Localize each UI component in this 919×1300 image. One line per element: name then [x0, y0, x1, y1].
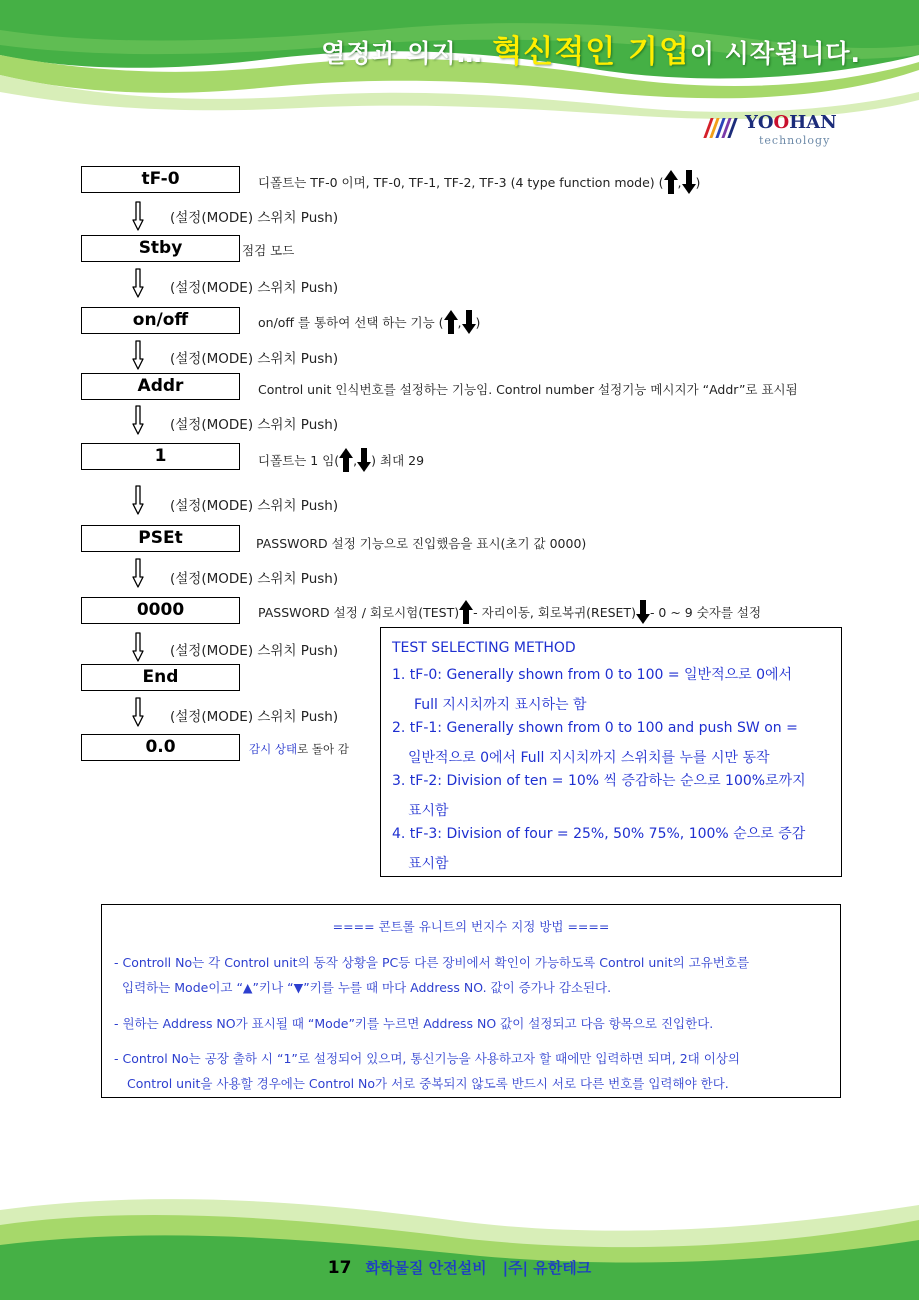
step-box-00: 0.0 [81, 734, 240, 761]
method-item-cont: 표시함 [408, 856, 449, 872]
push-label: (설정(MODE) 스위치 Push) [170, 643, 339, 659]
method-item: 2. tF-1: Generally shown from 0 to 100 and push SW on = [392, 720, 798, 736]
slogan-text-end: 이 시작됩니다. [689, 39, 861, 68]
step-box-end: End [81, 664, 240, 691]
arrow-up-icon [444, 310, 458, 334]
step-box-onoff: on/off [81, 307, 240, 334]
arrow-down-icon [462, 310, 476, 334]
info-line: - 원하는 Address NO가 표시될 때 “Mode”키를 누르면 Address NO 값이 설정되고 다음 항목으로 진입한다. [114, 1016, 714, 1031]
logo-subtitle: technology [759, 134, 831, 147]
info-line: 입력하는 Mode이고 “▲”키나 “▼”키를 누를 때 마다 Address NO. 값이 증가나 감소된다. [122, 980, 612, 995]
flow-down-arrow-icon [131, 697, 145, 727]
logo-word: YOOHAN [745, 112, 837, 133]
step-desc-pset: PASSWORD 설정 기능으로 진입했음을 표시(초기 값 0000) [256, 536, 587, 551]
method-item-cont: 일반적으로 0에서 Full 지시치까지 스위치를 누를 시만 동작 [408, 750, 770, 766]
footer-company: 화학물질 안전설비 [365, 1259, 487, 1277]
push-label: (설정(MODE) 스위치 Push) [170, 417, 339, 433]
test-method-box [380, 627, 842, 877]
info-line: Control unit을 사용할 경우에는 Control No가 서로 중복되지 않도록 반드시 서로 다른 번호를 입력해야 한다. [127, 1076, 729, 1091]
arrow-down-icon [682, 170, 696, 194]
flow-down-arrow-icon [131, 405, 145, 435]
step-box-addr: Addr [81, 373, 240, 400]
method-item-cont: Full 지시치까지 표시하는 함 [414, 697, 587, 713]
step-box-stby: Stby [81, 235, 240, 262]
logo-bars-icon [707, 118, 737, 142]
flow-down-arrow-icon [131, 632, 145, 662]
step-desc-0000: PASSWORD 설정 / 회로시험(TEST) - 자리이동, 회로복귀(RESET) - 0 ~ 9 숫자를 설정 [258, 600, 761, 624]
push-label: (설정(MODE) 스위치 Push) [170, 709, 339, 725]
arrow-down-icon [636, 600, 650, 624]
page-number: 17 [327, 1258, 352, 1278]
footer [0, 1257, 919, 1278]
step-desc-stby: 점검 모드 [242, 243, 295, 258]
flow-down-arrow-icon [131, 268, 145, 298]
flow-down-arrow-icon [131, 558, 145, 588]
method-item: 1. tF-0: Generally shown from 0 to 100 = 일반적으로 0에서 [392, 667, 793, 683]
slogan-highlight: 혁신적인 기업 [492, 34, 690, 70]
step-box-pset: PSEt [81, 525, 240, 552]
step-desc-00: 감시 상태 로 돌아 감 [249, 742, 349, 756]
step-desc-1: 디폴트는 1 임( , ) 최대 29 [258, 448, 424, 472]
push-label: (설정(MODE) 스위치 Push) [170, 351, 339, 367]
footer-company-name: |주| 유한테크 [502, 1259, 592, 1277]
push-label: (설정(MODE) 스위치 Push) [170, 210, 339, 226]
info-line: - Control No는 공장 출하 시 “1”로 설정되어 있으며, 통신기능을 사용하고자 할 때에만 입력하면 되며, 2대 이상의 [114, 1051, 740, 1066]
flow-down-arrow-icon [131, 201, 145, 231]
slogan-text: 열정과 의지… [321, 39, 493, 68]
step-desc-tf0: 디폴트는 TF-0 이며, TF-0, TF-1, TF-2, TF-3 (4 type function mode) ( , ) [258, 170, 700, 194]
step-box-0000: 0000 [81, 597, 240, 624]
method-title: TEST SELECTING METHOD [392, 640, 576, 656]
method-item: 3. tF-2: Division of ten = 10% 씩 증감하는 순으로 100%로까지 [392, 773, 806, 789]
step-desc-onoff: on/off 를 통하여 선택 하는 기능 ( , ) [258, 310, 480, 334]
info-title: ==== 콘트롤 유니트의 번지수 지정 방법 ==== [332, 919, 610, 934]
step-box-1: 1 [81, 443, 240, 470]
flow-down-arrow-icon [131, 485, 145, 515]
step-desc-addr: Control unit 인식번호를 설정하는 기능임. Control number 설정기능 메시지가 “Addr”로 표시됨 [258, 382, 798, 397]
push-label: (설정(MODE) 스위치 Push) [170, 571, 339, 587]
arrow-down-icon [357, 448, 371, 472]
method-item-cont: 표시함 [408, 803, 449, 819]
address-info-box [101, 904, 841, 1098]
arrow-up-icon [339, 448, 353, 472]
footer-banner [0, 1190, 919, 1300]
arrow-up-icon [459, 600, 473, 624]
push-label: (설정(MODE) 스위치 Push) [170, 280, 339, 296]
company-logo [707, 112, 852, 148]
header-slogan [321, 26, 861, 71]
push-label: (설정(MODE) 스위치 Push) [170, 498, 339, 514]
method-item: 4. tF-3: Division of four = 25%, 50% 75%, 100% 순으로 증감 [392, 826, 806, 842]
info-line: - Controll No는 각 Control unit의 동작 상황을 PC등 다른 장비에서 확인이 가능하도록 Control unit의 고유번호를 [114, 955, 750, 970]
step-box-tf0: tF-0 [81, 166, 240, 193]
flow-down-arrow-icon [131, 340, 145, 370]
arrow-up-icon [664, 170, 678, 194]
